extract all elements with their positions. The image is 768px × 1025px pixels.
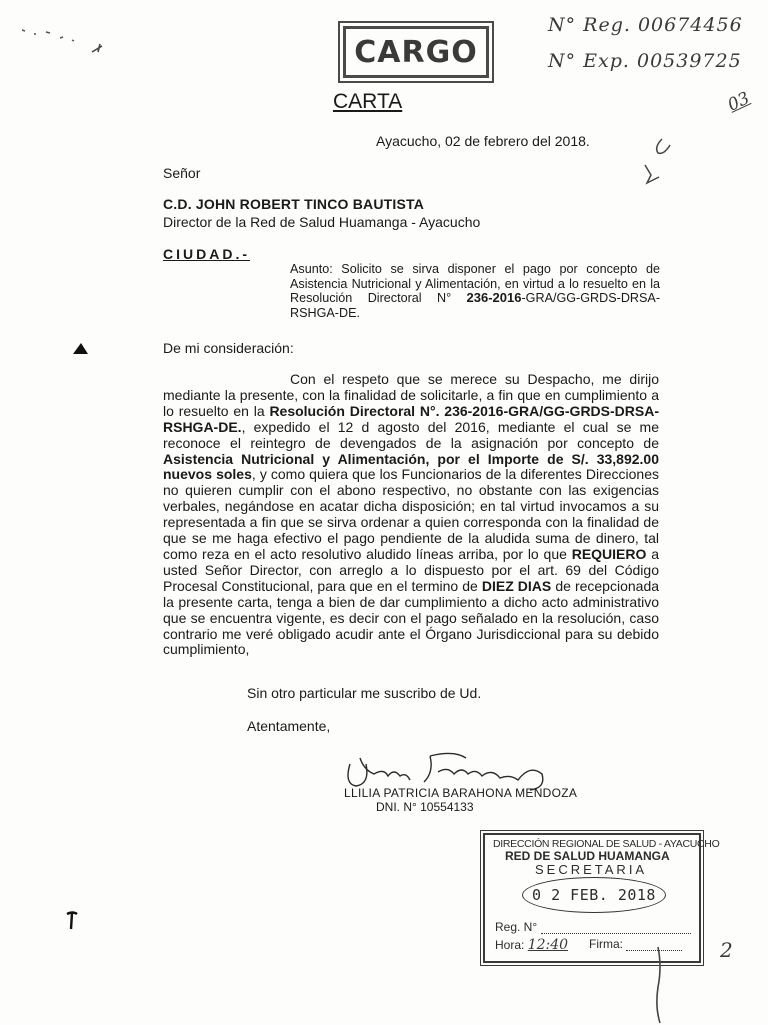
greeting: De mi consideración: [163,340,294,356]
hora-value: 12:40 [527,937,569,953]
body-bold-resolution: Resolución Directoral N°. 236-2016-GRA/GG-GRDS-DRSA-RSHGA-DE. [163,402,660,435]
reception-stamp-date: 0 2 FEB. 2018 [522,877,666,913]
subject [290,262,660,320]
registration-number: N° Reg. 00674456 [548,14,743,36]
signer-name: LLILIA PATRICIA BARAHONA MENDOZA [344,786,578,800]
city-line: CIUDAD.- [163,246,250,262]
reception-stamp-office: SECRETARIA [535,862,648,877]
reception-stamp-hora [495,937,568,953]
reg-label: Reg. N° [495,920,538,934]
reception-stamp [483,833,720,963]
closing-line: Sin otro particular me suscribo de Ud. [247,685,482,701]
reception-stamp-reg [495,920,691,934]
handwritten-signature [338,742,578,792]
subject-resolution-number: 236-2016 [466,290,522,306]
expediente-number: N° Exp. 00539725 [548,50,742,72]
reg-blank [541,933,691,934]
body-text-4: a usted Señor Director, con arreglo a lo dispuesto por el art. 69 del Código Procesal Constitucional, para que en el termino de [163,545,659,594]
addressee-role: Director de la Red de Salud Huamanga - Ayacucho [163,214,481,230]
signer-dni: DNI. N° 10554133 [376,800,474,814]
subject-text: Asunto: Solicito se sirva disponer el pago por concepto de Asistencia Nutricional y Alimentación, en virtud a lo resuelto en la Resolución Directoral N° [290,262,660,306]
page-note: 03 [724,88,753,116]
salutation: Señor [163,165,201,181]
letter-date: Ayacucho, 02 de febrero del 2018. [376,133,590,149]
margin-scribble [20,22,110,62]
hora-label: Hora: [495,938,525,952]
margin-checkmark [640,135,690,190]
body-text-2: , expedido el 12 d agosto del 2016, mediante el cual se me reconoce el reintegro de devengados de la asignación por concepto de [163,418,659,451]
body-text-5: de recepcionada la presente carta, tenga a bien de dar cumplimiento a dicho acto administrativo que se encuentra vigente, es decir con el pago señalado en la resolución, caso contrario me veré obligado acudir ante el Órgano Jurisdiccional para su debido cumplimiento, [163,577,660,658]
farewell: Atentamente, [247,718,331,734]
body-bold-requiero: REQUIERO [571,545,647,562]
firma-label: Firma: [589,937,623,951]
reception-stamp-institution: DIRECCIÓN REGIONAL DE SALUD - AYACUCHO [493,838,720,850]
subject-suffix: -GRA/GG-GRDS-DRSA-RSHGA-DE. [290,291,661,320]
margin-arrow-mark [72,342,90,356]
cargo-stamp: CARGO [343,26,489,78]
body-text-1: Con el respeto que se merece su Despacho, me dirijo mediante la presente, con la finalidad de solicitarle, a fin que en cumplimiento a lo resuelto en la [163,371,659,419]
stamp-handwritten-stroke [650,945,670,1025]
page-number-note: 2 [720,938,733,962]
addressee-name: C.D. JOHN ROBERT TINCO BAUTISTA [163,196,425,212]
letter-body [163,372,659,658]
body-bold-diez-dias: DIEZ DIAS [481,577,552,594]
margin-tick-mark [64,910,80,932]
body-text-3: , y como quiera que los Funcionarios de la diferentes Direcciones no quieren cumplir con el abono respectivo, no obstante con las exigencias verbales, negándose en acatar dicha disposición; en tal virtud invocamos a su representada a fin que se sirva ordenar a quien corresponda con la finalidad de que se me haga efectivo el pago pendiente de la aludida suma de dinero, tal como reza en el acto resolutivo aludido líneas arriba, por lo que [163,466,659,562]
letter-title: CARTA [333,90,403,113]
reception-stamp-network: RED DE SALUD HUAMANGA [505,849,670,863]
body-bold-amount: Asistencia Nutricional y Alimentación, por el Importe de S/. 33,892.00 nuevos soles [163,450,659,483]
